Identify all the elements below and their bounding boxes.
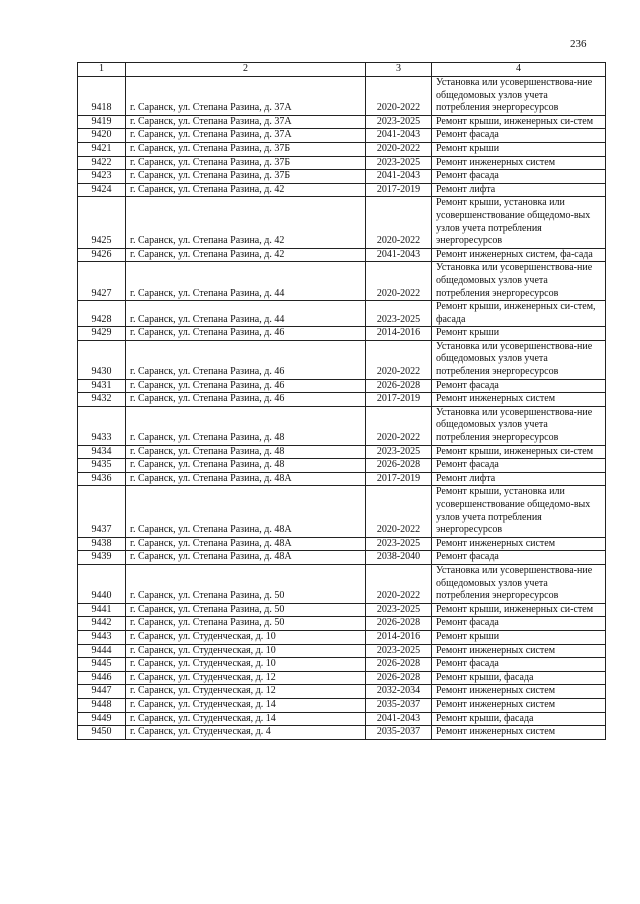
table-header-row [78,63,606,77]
work-type-cell: Ремонт крыши [432,327,606,341]
period-cell: 2017-2019 [366,183,432,197]
column-header: 1 [78,63,126,77]
table-row [78,685,606,699]
address-cell: г. Саранск, ул. Студенческая, д. 12 [126,671,366,685]
address-cell: г. Саранск, ул. Студенческая, д. 10 [126,658,366,672]
table-row [78,77,606,116]
table-row [78,340,606,379]
row-number-cell: 9446 [78,671,126,685]
address-cell: г. Саранск, ул. Степана Разина, д. 46 [126,393,366,407]
period-cell: 2023-2025 [366,301,432,327]
address-cell: г. Саранск, ул. Степана Разина, д. 46 [126,340,366,379]
address-cell: г. Саранск, ул. Степана Разина, д. 37Б [126,170,366,184]
table-row [78,564,606,603]
period-cell: 2041-2043 [366,170,432,184]
period-cell: 2035-2037 [366,698,432,712]
table-row [78,486,606,537]
address-cell: г. Саранск, ул. Степана Разина, д. 48А [126,551,366,565]
work-type-cell: Установка или усовершенствова-ние общедомовых узлов учета потребления энергоресурсов [432,406,606,445]
period-cell: 2026-2028 [366,459,432,473]
work-type-cell: Ремонт инженерных систем [432,698,606,712]
row-number-cell: 9440 [78,564,126,603]
period-cell: 2023-2025 [366,644,432,658]
address-cell: г. Саранск, ул. Степана Разина, д. 48А [126,537,366,551]
address-cell: г. Саранск, ул. Степана Разина, д. 48 [126,406,366,445]
address-cell: г. Саранск, ул. Степана Разина, д. 48 [126,459,366,473]
row-number-cell: 9428 [78,301,126,327]
row-number-cell: 9448 [78,698,126,712]
address-cell: г. Саранск, ул. Степана Разина, д. 42 [126,197,366,248]
address-cell: г. Саранск, ул. Степана Разина, д. 44 [126,262,366,301]
address-cell: г. Саранск, ул. Степана Разина, д. 46 [126,327,366,341]
row-number-cell: 9437 [78,486,126,537]
work-type-cell: Ремонт инженерных систем [432,685,606,699]
table-row [78,170,606,184]
work-type-cell: Ремонт фасада [432,658,606,672]
period-cell: 2035-2037 [366,726,432,740]
row-number-cell: 9436 [78,472,126,486]
period-cell: 2038-2040 [366,551,432,565]
address-cell: г. Саранск, ул. Степана Разина, д. 50 [126,617,366,631]
period-cell: 2023-2025 [366,603,432,617]
address-cell: г. Саранск, ул. Студенческая, д. 10 [126,630,366,644]
work-type-cell: Ремонт крыши, инженерных си-стем [432,445,606,459]
table-row [78,379,606,393]
row-number-cell: 9424 [78,183,126,197]
table-row [78,698,606,712]
row-number-cell: 9421 [78,142,126,156]
row-number-cell: 9434 [78,445,126,459]
address-cell: г. Саранск, ул. Степана Разина, д. 37А [126,77,366,116]
table-row [78,406,606,445]
period-cell: 2017-2019 [366,472,432,486]
work-type-cell: Ремонт инженерных систем [432,393,606,407]
period-cell: 2020-2022 [366,142,432,156]
table-row [78,459,606,473]
work-type-cell: Установка или усовершенствова-ние общедомовых узлов учета потребления энергоресурсов [432,77,606,116]
table-row [78,327,606,341]
address-cell: г. Саранск, ул. Студенческая, д. 14 [126,698,366,712]
row-number-cell: 9447 [78,685,126,699]
period-cell: 2020-2022 [366,262,432,301]
period-cell: 2026-2028 [366,379,432,393]
address-cell: г. Саранск, ул. Степана Разина, д. 37А [126,129,366,143]
row-number-cell: 9433 [78,406,126,445]
row-number-cell: 9419 [78,115,126,129]
period-cell: 2020-2022 [366,197,432,248]
address-cell: г. Саранск, ул. Степана Разина, д. 48 [126,445,366,459]
address-cell: г. Саранск, ул. Степана Разина, д. 37Б [126,142,366,156]
address-cell: г. Саранск, ул. Степана Разина, д. 42 [126,183,366,197]
period-cell: 2020-2022 [366,564,432,603]
period-cell: 2020-2022 [366,340,432,379]
table-row [78,537,606,551]
row-number-cell: 9427 [78,262,126,301]
work-type-cell: Ремонт фасада [432,617,606,631]
row-number-cell: 9430 [78,340,126,379]
table-row [78,472,606,486]
table-row [78,183,606,197]
table-row [78,630,606,644]
address-cell: г. Саранск, ул. Степана Разина, д. 50 [126,564,366,603]
work-type-cell: Ремонт крыши, установка или усовершенствование общедомо-вых узлов учета потребления энергоресурсов [432,197,606,248]
table-row [78,115,606,129]
period-cell: 2020-2022 [366,486,432,537]
column-header: 2 [126,63,366,77]
work-type-cell: Ремонт фасада [432,551,606,565]
table-row [78,712,606,726]
period-cell: 2026-2028 [366,617,432,631]
period-cell: 2020-2022 [366,406,432,445]
table-row [78,551,606,565]
period-cell: 2023-2025 [366,445,432,459]
period-cell: 2023-2025 [366,156,432,170]
table-row [78,129,606,143]
address-cell: г. Саранск, ул. Степана Разина, д. 50 [126,603,366,617]
row-number-cell: 9450 [78,726,126,740]
row-number-cell: 9438 [78,537,126,551]
address-cell: г. Саранск, ул. Студенческая, д. 10 [126,644,366,658]
work-type-cell: Ремонт крыши, инженерных си-стем [432,603,606,617]
work-type-cell: Ремонт крыши, фасада [432,671,606,685]
work-type-cell: Ремонт инженерных систем [432,156,606,170]
period-cell: 2041-2043 [366,248,432,262]
table-row [78,617,606,631]
row-number-cell: 9418 [78,77,126,116]
address-cell: г. Саранск, ул. Студенческая, д. 14 [126,712,366,726]
address-cell: г. Саранск, ул. Степана Разина, д. 46 [126,379,366,393]
work-type-cell: Ремонт крыши, установка или усовершенствование общедомо-вых узлов учета потребления энергоресурсов [432,486,606,537]
address-cell: г. Саранск, ул. Степана Разина, д. 37Б [126,156,366,170]
work-type-cell: Ремонт инженерных систем [432,537,606,551]
work-type-cell: Ремонт инженерных систем [432,644,606,658]
work-type-cell: Ремонт инженерных систем [432,726,606,740]
table-row [78,726,606,740]
row-number-cell: 9423 [78,170,126,184]
address-cell: г. Саранск, ул. Степана Разина, д. 37А [126,115,366,129]
row-number-cell: 9445 [78,658,126,672]
period-cell: 2032-2034 [366,685,432,699]
work-type-cell: Ремонт крыши, инженерных си-стем, фасада [432,301,606,327]
row-number-cell: 9431 [78,379,126,393]
period-cell: 2026-2028 [366,671,432,685]
table-row [78,671,606,685]
address-cell: г. Саранск, ул. Студенческая, д. 12 [126,685,366,699]
table-row [78,156,606,170]
address-cell: г. Саранск, ул. Степана Разина, д. 48А [126,472,366,486]
address-cell: г. Саранск, ул. Студенческая, д. 4 [126,726,366,740]
work-type-cell: Установка или усовершенствова-ние общедомовых узлов учета потребления энергоресурсов [432,564,606,603]
table-row [78,262,606,301]
address-cell: г. Саранск, ул. Степана Разина, д. 42 [126,248,366,262]
row-number-cell: 9422 [78,156,126,170]
period-cell: 2041-2043 [366,712,432,726]
table-row [78,301,606,327]
row-number-cell: 9420 [78,129,126,143]
period-cell: 2014-2016 [366,630,432,644]
period-cell: 2026-2028 [366,658,432,672]
table-row [78,445,606,459]
row-number-cell: 9429 [78,327,126,341]
row-number-cell: 9442 [78,617,126,631]
column-header: 3 [366,63,432,77]
row-number-cell: 9426 [78,248,126,262]
work-type-cell: Установка или усовершенствова-ние общедомовых узлов учета потребления энергоресурсов [432,340,606,379]
work-type-cell: Ремонт крыши, инженерных си-стем [432,115,606,129]
row-number-cell: 9441 [78,603,126,617]
work-type-cell: Ремонт фасада [432,379,606,393]
period-cell: 2017-2019 [366,393,432,407]
period-cell: 2023-2025 [366,537,432,551]
table-row [78,142,606,156]
work-type-cell: Ремонт крыши, фасада [432,712,606,726]
table-row [78,603,606,617]
work-type-cell: Ремонт инженерных систем, фа-сада [432,248,606,262]
work-type-cell: Ремонт фасада [432,129,606,143]
table-row [78,658,606,672]
work-type-cell: Ремонт крыши [432,142,606,156]
row-number-cell: 9435 [78,459,126,473]
work-type-cell: Установка или усовершенствова-ние общедомовых узлов учета потребления энергоресурсов [432,262,606,301]
row-number-cell: 9439 [78,551,126,565]
period-cell: 2023-2025 [366,115,432,129]
page-number: 236 [570,38,587,50]
table-row [78,248,606,262]
period-cell: 2020-2022 [366,77,432,116]
address-cell: г. Саранск, ул. Степана Разина, д. 44 [126,301,366,327]
row-number-cell: 9449 [78,712,126,726]
work-type-cell: Ремонт лифта [432,472,606,486]
table-row [78,197,606,248]
period-cell: 2041-2043 [366,129,432,143]
table-row [78,644,606,658]
row-number-cell: 9432 [78,393,126,407]
work-type-cell: Ремонт крыши [432,630,606,644]
column-header: 4 [432,63,606,77]
row-number-cell: 9425 [78,197,126,248]
row-number-cell: 9444 [78,644,126,658]
work-type-cell: Ремонт лифта [432,183,606,197]
repair-schedule-table [77,62,606,740]
table-row [78,393,606,407]
work-type-cell: Ремонт фасада [432,459,606,473]
address-cell: г. Саранск, ул. Степана Разина, д. 48А [126,486,366,537]
work-type-cell: Ремонт фасада [432,170,606,184]
row-number-cell: 9443 [78,630,126,644]
period-cell: 2014-2016 [366,327,432,341]
